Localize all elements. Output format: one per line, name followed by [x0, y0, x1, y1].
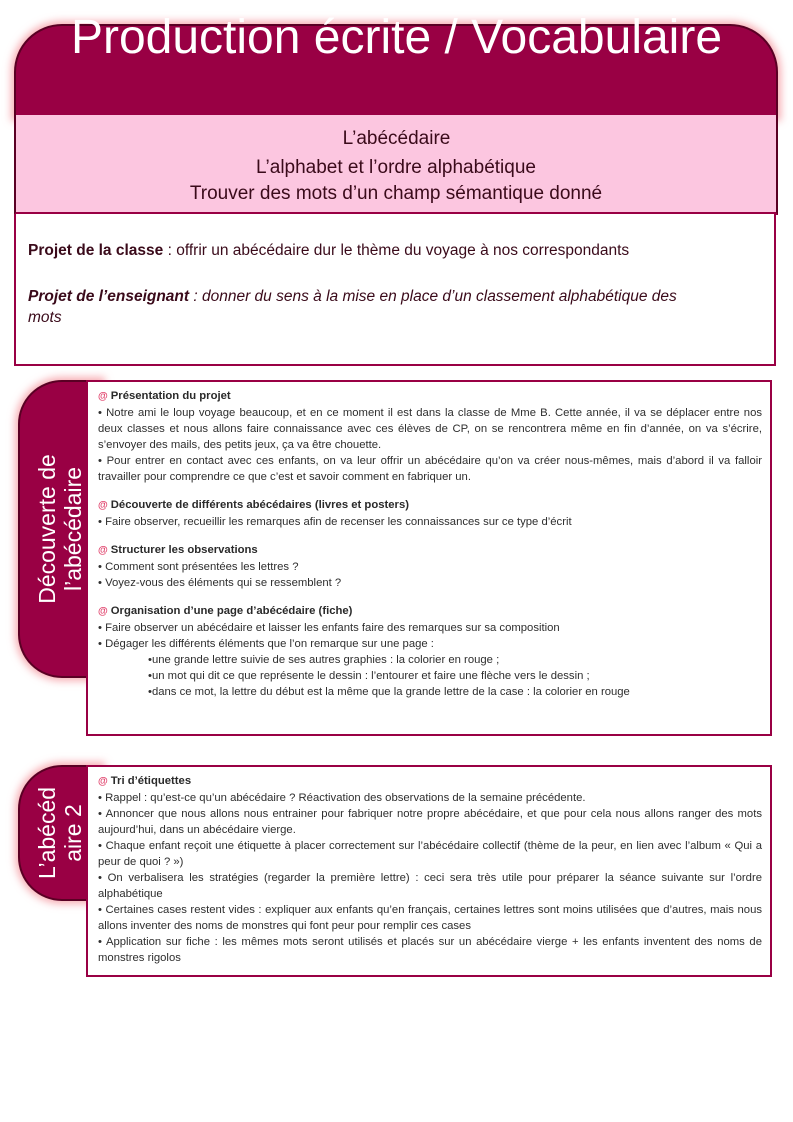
at-sign-icon: @ — [98, 391, 108, 402]
list-item: • Dégager les différents éléments que l’on remarque sur une page : — [98, 638, 434, 650]
project-box — [14, 214, 776, 366]
list-item: • Rappel : qu’est-ce qu’un abécédaire ? Réactivation des observations de la semaine précédente. — [98, 792, 586, 804]
section-content-decouverte — [86, 380, 772, 736]
at-sign-icon: @ — [98, 545, 108, 556]
teacher-project — [28, 286, 688, 328]
block-heading: @ Découverte de différents abécédaires (livres et posters) — [98, 499, 409, 511]
list-item: • Comment sont présentées les lettres ? — [98, 561, 299, 573]
list-item: • Faire observer, recueillir les remarques afin de recenser les connaissances sur ce type d’écrit — [98, 516, 572, 528]
sub-list-item: •une grande lettre suivie de ses autres graphies : la colorier en rouge ; — [148, 654, 500, 666]
class-project-label: Projet de la classe — [28, 242, 164, 259]
block-heading: @ Structurer les observations — [98, 544, 258, 556]
teacher-project-label: Projet de l’enseignant — [28, 288, 190, 305]
at-sign-icon: @ — [98, 776, 108, 787]
subtitle-line: L’alphabet et l’ordre alphabétique — [256, 157, 536, 178]
class-project — [28, 240, 629, 261]
list-item: • Voyez-vous des éléments qui se ressemblent ? — [98, 577, 342, 589]
list-item: • Pour entrer en contact avec ces enfants, on va leur offrir un abécédaire qu’on va créer nous-mêmes, mais d’abord il va falloir travailler pour comprendre ce que c’est et savoir comment en fabriquer un. — [98, 455, 762, 483]
page-title: Production écrite / Vocabulaire — [70, 11, 723, 64]
subtitle-line: Trouver des mots d’un champ sémantique donné — [189, 183, 603, 204]
list-item: • Application sur fiche : les mêmes mots seront utilisés et placés sur un abécédaire vierge + les enfants inventent des noms de monstres rigolos — [98, 936, 762, 964]
sub-list-item: •dans ce mot, la lettre du début est la même que la grande lettre de la case : la colorier en rouge — [148, 686, 630, 698]
subtitle-line-first: L’abécédaire — [342, 128, 451, 149]
list-item: • Notre ami le loup voyage beaucoup, et en ce moment il est dans la classe de Mme B. Cette année, il va se déplacer entre nos deux classes et nous allons faire connaissance avec ces élèves de CP, on se rencontrera même en fin d’année, on va s’écrire, s’envoyer des mails, des petits jeux, ça va être chouette. — [98, 407, 762, 451]
list-item: • Faire observer un abécédaire et laisser les enfants faire des remarques sur sa composition — [98, 622, 560, 634]
at-sign-icon: @ — [98, 606, 108, 617]
sub-list-item: •un mot qui dit ce que représente le dessin : l’entourer et faire une flèche vers le dessin ; — [148, 670, 590, 682]
list-item: • Annoncer que nous allons nous entrainer pour fabriquer notre propre abécédaire, et que pour cela nous allons ranger des mots aujourd’hui, dans un abécédaire vierge. — [98, 808, 762, 836]
list-item: • On verbalisera les stratégies (regarder la première lettre) : ceci sera très utile pour préparer la séance suivante sur l’ordre alphabétique — [98, 872, 762, 900]
list-item: • Certaines cases restent vides : expliquer aux enfants qu’en français, certaines lettres sont moins utilisées que d’autres, mais nous allons inventer des noms de monstres qui font peur pour remplir ces cases — [98, 904, 762, 932]
section-tab-label: Découverte de l’abécédaire — [34, 454, 86, 604]
section-tab-label: L’abécéd aire 2 — [34, 786, 86, 880]
section-content-abecedaire-2 — [86, 765, 772, 977]
teacher-project-text: : donner du sens à la mise en place d’un classement alphabétique des mots — [28, 288, 677, 326]
block-heading: @ Organisation d’une page d’abécédaire (fiche) — [98, 605, 353, 617]
class-project-text: : offrir un abécédaire dur le thème du voyage à nos correspondants — [163, 242, 630, 259]
list-item: • Chaque enfant reçoit une étiquette à placer correctement sur l’abécédaire collectif (thème de la peur, en lien avec l’album « Qui a peur de quoi ? ») — [98, 840, 762, 868]
block-heading: @ Tri d’étiquettes — [98, 775, 192, 787]
at-sign-icon: @ — [98, 500, 108, 511]
block-heading: @ Présentation du projet — [98, 390, 231, 402]
